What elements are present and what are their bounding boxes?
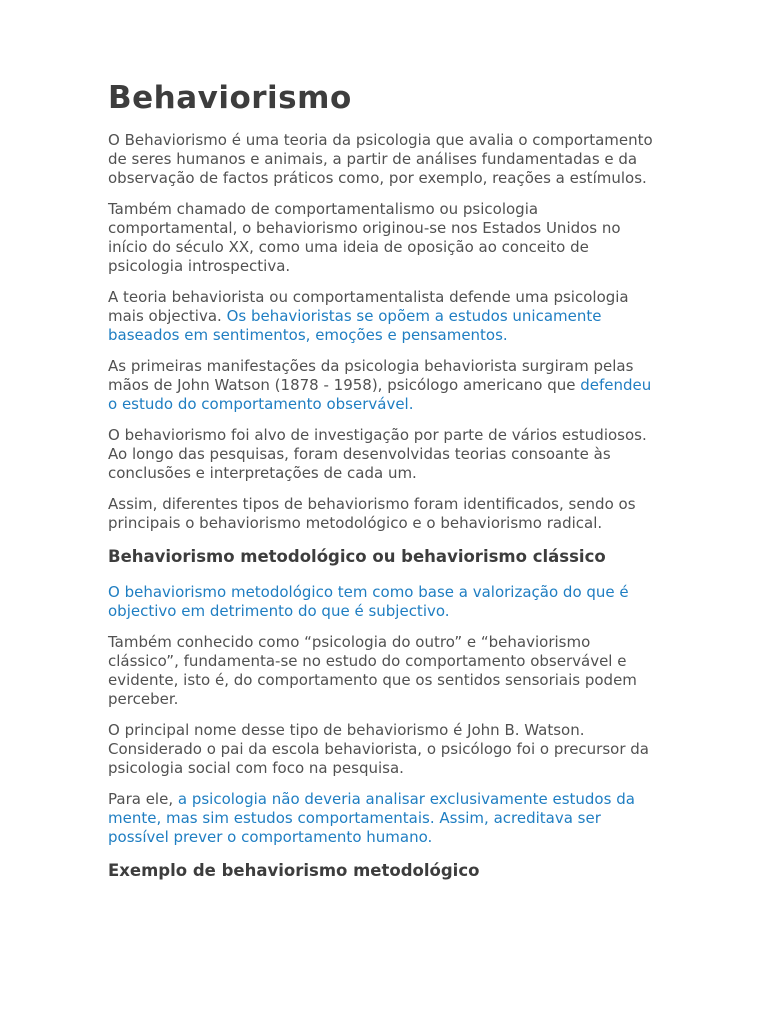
paragraph-john-b-watson: O principal nome desse tipo de behaviorismo é John B. Watson. Considerado o pai da escola behaviorista, o psicólogo foi o precursor da psicologia social com foco na pesquisa. [108, 721, 649, 777]
paragraph-para-ele [108, 790, 658, 847]
inline-link-valorizacao[interactable]: O behaviorismo metodológico tem como base a valorização do que é objectivo em detrimento do que é subjectivo. [108, 583, 629, 620]
intro-paragraph-2: Também chamado de comportamentalismo ou psicologia comportamental, o behaviorismo originou-se nos Estados Unidos no início do século XX, como uma ideia de oposição ao conceito de psicologia introspectiva. [108, 200, 621, 275]
paragraph-tipos: Assim, diferentes tipos de behaviorismo foram identificados, sendo os principais o behaviorismo metodológico e o behaviorismo radical. [108, 495, 636, 532]
page-title: Behaviorismo [108, 80, 352, 116]
section-heading-behaviorismo-metodologico: Behaviorismo metodológico ou behaviorismo clássico [108, 547, 606, 566]
inline-link-comportamento-observavel[interactable]: defendeu o estudo do comportamento observável. [108, 376, 652, 413]
inline-link-estudos-da-mente[interactable]: a psicologia não deveria analisar exclusivamente estudos da mente, mas sim estudos comportamentais. Assim, acreditava ser possível prever o comportamento humano. [108, 790, 635, 846]
paragraph-theory [108, 288, 658, 345]
paragraph-watson [108, 357, 658, 414]
paragraph-text: Para ele, [108, 790, 178, 808]
article-content [108, 80, 658, 882]
paragraph-investigacao: O behaviorismo foi alvo de investigação por parte de vários estudiosos. Ao longo das pesquisas, foram desenvolvidas teorias consoante às conclusões e interpretações de cada um. [108, 426, 647, 482]
inline-link-behavioristas[interactable]: Os behavioristas se opõem a estudos unicamente baseados em sentimentos, emoções e pensamentos. [108, 307, 602, 344]
paragraph-valorizacao [108, 583, 658, 621]
paragraph-text: A teoria behaviorista ou comportamentalista defende uma psicologia mais objectiva. [108, 288, 629, 325]
paragraph-text: As primeiras manifestações da psicologia behaviorista surgiram pelas mãos de John Watson (1878 - 1958), psicólogo americano que [108, 357, 634, 394]
paragraph-psicologia-do-outro: Também conhecido como “psicologia do outro” e “behaviorismo clássico”, fundamenta-se no estudo do comportamento observável e evidente, isto é, do comportamento que os sentidos sensoriais podem perceber. [108, 633, 637, 708]
section-heading-exemplo: Exemplo de behaviorismo metodológico [108, 861, 480, 880]
intro-paragraph-1: O Behaviorismo é uma teoria da psicologia que avalia o comportamento de seres humanos e animais, a partir de análises fundamentadas e da observação de factos práticos como, por exemplo, reações a estímulos. [108, 131, 653, 187]
